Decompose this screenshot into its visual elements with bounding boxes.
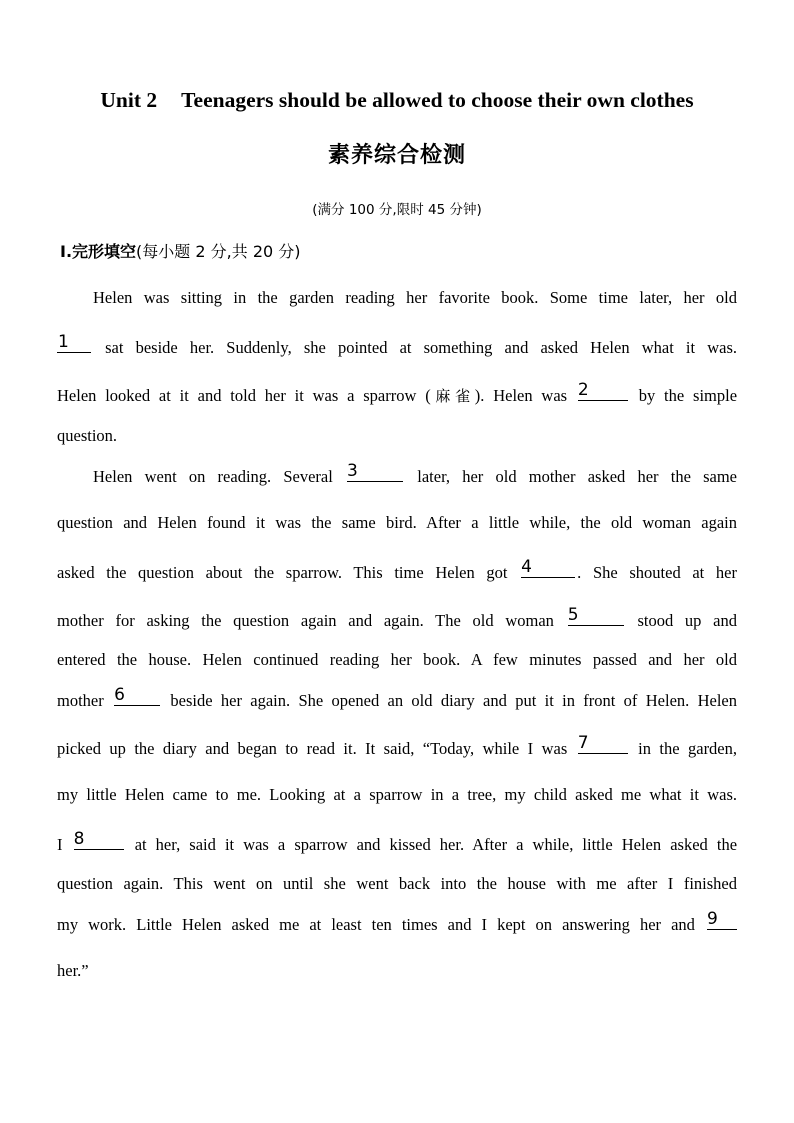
passage-line: asked the question about the sparrow. This time Helen got 4 . She shouted at her — [57, 557, 737, 582]
passage-line: question and Helen found it was the same bird. After a little while, the old woman again — [57, 513, 737, 532]
blank-6[interactable] — [114, 685, 160, 706]
passage-line: mother 6 beside her again. She opened an old diary and put it in front of Helen. Helen — [57, 685, 737, 710]
blank-4[interactable] — [521, 557, 575, 578]
passage-line: question. — [57, 426, 118, 445]
chinese-gloss: 麻雀 — [430, 387, 475, 405]
score-note: (满分 100 分,限时 45 分钟) — [312, 202, 482, 218]
passage-line: my work. Little Helen asked me at least ten times and I kept on answering her and 9 — [57, 913, 737, 935]
blank-8[interactable] — [73, 829, 124, 850]
blank-2[interactable] — [577, 380, 628, 401]
blank-number: 2 — [577, 380, 589, 400]
blank-number: 6 — [114, 685, 125, 705]
blank-7[interactable] — [577, 733, 628, 754]
blank-number: 5 — [567, 605, 579, 625]
passage-line: Helen went on reading. Several 3 later, her old mother asked her the same — [93, 461, 737, 486]
passage-line: I 8 at her, said it was a sparrow and kissed her. After a while, little Helen asked the — [57, 829, 738, 854]
passage-line: her.” — [57, 961, 89, 980]
blank-5[interactable] — [567, 605, 624, 626]
passage-line: Helen looked at it and told her it was a sparrow (麻雀). Helen was 2 by the simple — [57, 380, 738, 405]
passage-line: mother for asking the question again and again. The old woman 5 stood up and — [57, 605, 737, 630]
blank-number: 8 — [73, 829, 85, 849]
blank-1[interactable] — [57, 332, 91, 353]
passage-line: picked up the diary and began to read it. It said, “Today, while I was 7 in the garden, — [57, 733, 738, 758]
passage-line: question again. This went on until she went back into the house with me after I finished — [57, 874, 737, 893]
section-heading — [60, 239, 301, 262]
section-note: (每小题 2 分,共 20 分) — [136, 242, 301, 261]
unit-title-text: Teenagers should be allowed to choose their own clothes — [181, 88, 694, 112]
passage-line: entered the house. Helen continued reading her book. A few minutes passed and her old — [57, 650, 737, 669]
blank-number: 3 — [347, 461, 358, 481]
blank-number: 7 — [577, 733, 589, 753]
passage-line: Helen was sitting in the garden reading her favorite book. Some time later, her old — [93, 288, 737, 307]
blank-9[interactable] — [707, 909, 737, 930]
unit-number: Unit 2 — [100, 88, 158, 112]
passage-line: my little Helen came to me. Looking at a sparrow in a tree, my child asked me what it was. — [57, 785, 737, 804]
unit-title — [0, 88, 794, 113]
blank-number: 4 — [521, 557, 532, 577]
page-subtitle: 素养综合检测 — [327, 143, 466, 168]
blank-number: 1 — [58, 332, 69, 352]
blank-number: 9 — [707, 909, 718, 929]
blank-3[interactable] — [347, 461, 403, 482]
section-label: Ⅰ.完形填空 — [60, 242, 137, 261]
passage-line: 1 sat beside her. Suddenly, she pointed at something and asked Helen what it was. — [58, 332, 738, 357]
